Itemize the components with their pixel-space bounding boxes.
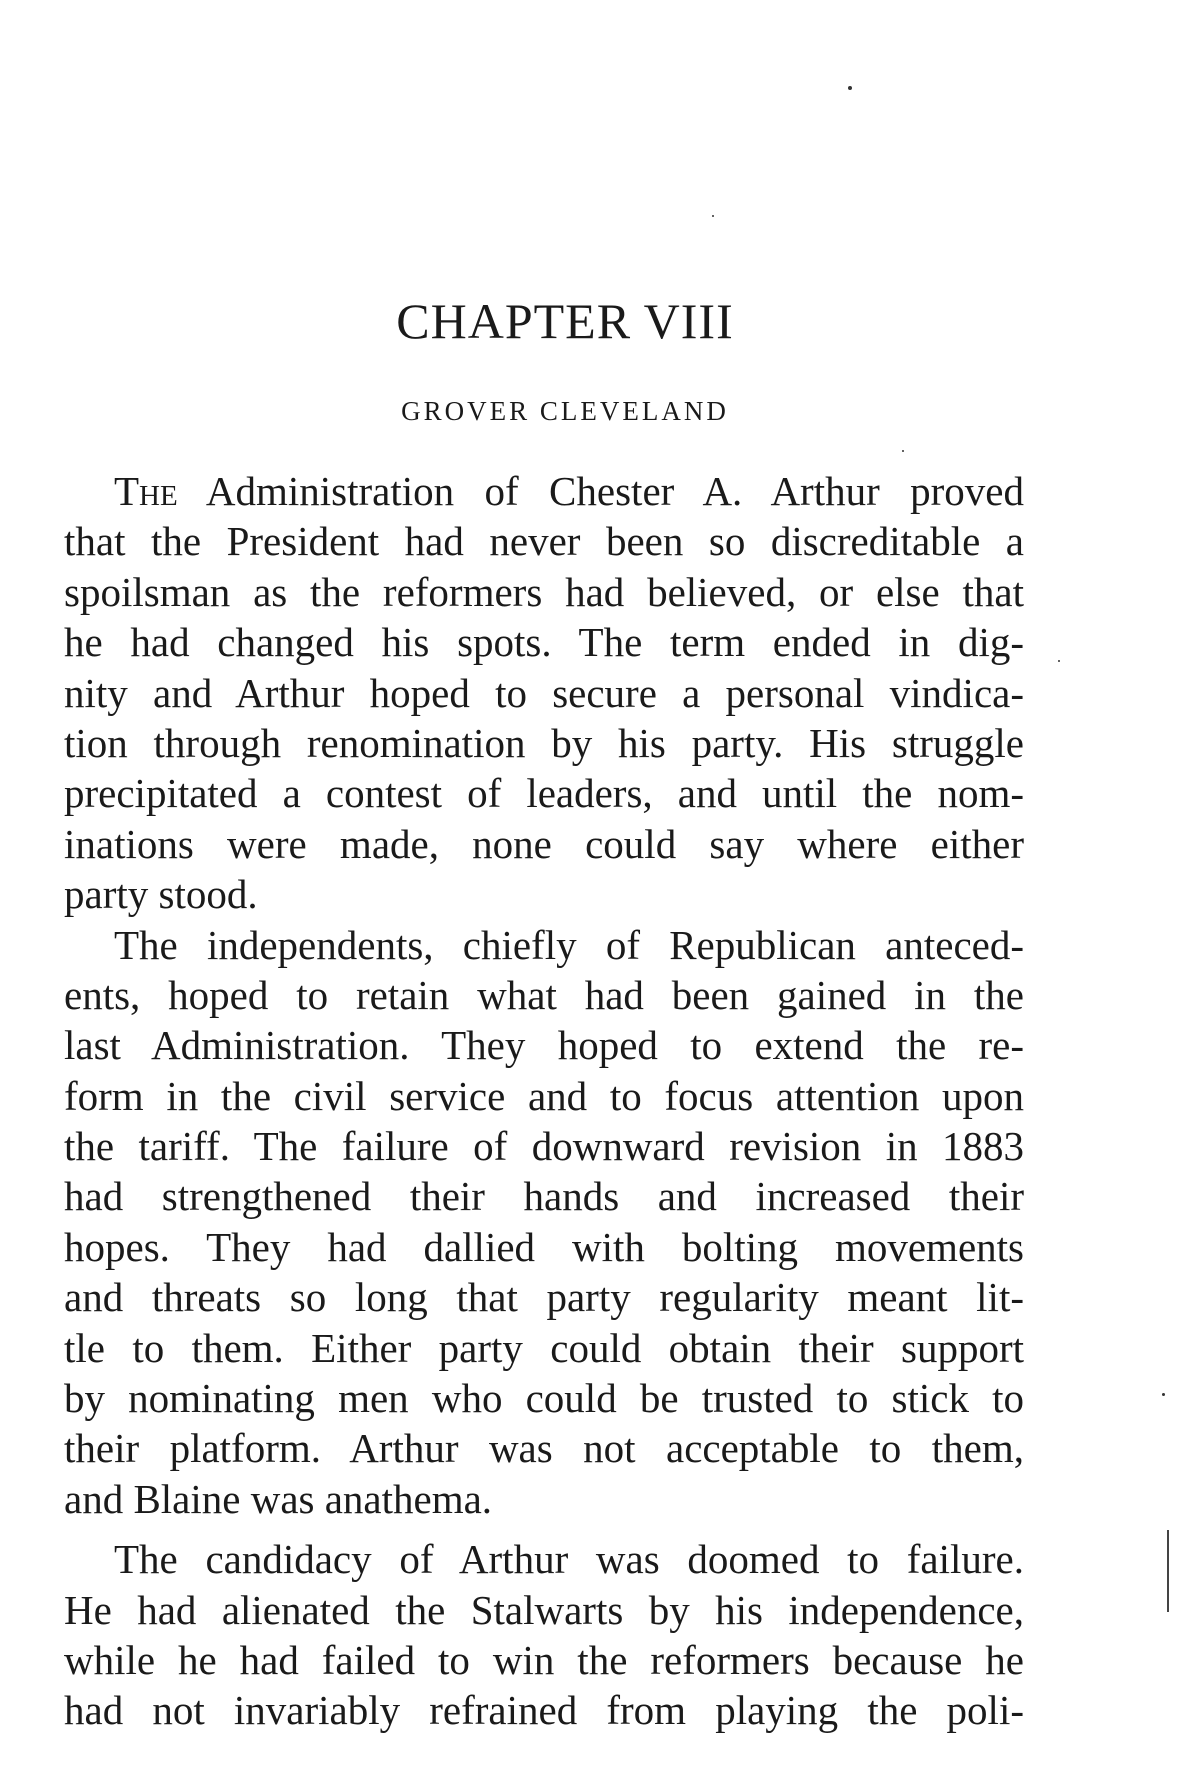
paragraph-3-line: had not invariably refrained from playing the poli-: [64, 1687, 1024, 1734]
body-text: [64, 466, 1024, 1736]
paragraph-2-line: ents, hoped to retain what had been gained in the: [64, 971, 1024, 1018]
paragraph-1-line: he had changed his spots. The term ended in dig-: [64, 619, 1024, 666]
paragraph-2-line: had strengthened their hands and increased their: [64, 1173, 1024, 1220]
scan-speck: [1058, 660, 1060, 662]
chapter-number: CHAPTER VIII: [396, 293, 734, 349]
paragraph-3-line: He had alienated the Stalwarts by his independence,: [64, 1586, 1024, 1633]
paragraph-1-line-1: The Administration of Chester A. Arthur proved: [114, 468, 1024, 514]
paragraph-1-line: party stood.: [64, 871, 258, 918]
paragraph-1-line: tion through renomination by his party. His struggle: [64, 719, 1024, 766]
paragraph-2-line: their platform. Arthur was not acceptable to them,: [64, 1425, 1024, 1472]
paragraph-2-line: tle to them. Either party could obtain their support: [64, 1324, 1024, 1371]
scan-speck: [712, 215, 714, 217]
paragraph-2-line: form in the civil service and to focus attention upon: [64, 1072, 1024, 1119]
margin-rule: [1167, 1530, 1169, 1612]
paragraph-1-line: nity and Arthur hoped to secure a personal vindica-: [64, 669, 1024, 716]
scan-speck: [1162, 1393, 1165, 1396]
paragraph-gap: [64, 1524, 1024, 1534]
paragraph-1-line: that the President had never been so discreditable a: [64, 518, 1024, 565]
paragraph-3-line: while he had failed to win the reformers because he: [64, 1636, 1024, 1683]
paragraph-1-line: inations were made, none could say where either: [64, 820, 1024, 867]
scan-speck: [902, 450, 904, 452]
paragraph-2-line: by nominating men who could be trusted to stick to: [64, 1375, 1024, 1422]
paragraph-2-line: and Blaine was anathema.: [64, 1475, 493, 1522]
paragraph-2-line: last Administration. They hoped to extend the re-: [64, 1022, 1024, 1069]
paragraph-2-line: hopes. They had dallied with bolting movements: [64, 1223, 1024, 1270]
paragraph-3-line: The candidacy of Arthur was doomed to failure.: [114, 1536, 1024, 1583]
paragraph-lead-word: The: [114, 468, 178, 514]
paragraph-2-line: and threats so long that party regularity meant lit-: [64, 1274, 1024, 1321]
paragraph-2-line: the tariff. The failure of downward revision in 1883: [64, 1123, 1024, 1170]
paragraph-2-line: The independents, chiefly of Republican anteced-: [114, 921, 1024, 968]
chapter-title: GROVER CLEVELAND: [401, 396, 729, 426]
paragraph-1-line: precipitated a contest of leaders, and until the nom-: [64, 770, 1024, 817]
paragraph-1-line: spoilsman as the reformers had believed, or else that: [64, 568, 1024, 615]
scan-speck: [848, 86, 852, 90]
